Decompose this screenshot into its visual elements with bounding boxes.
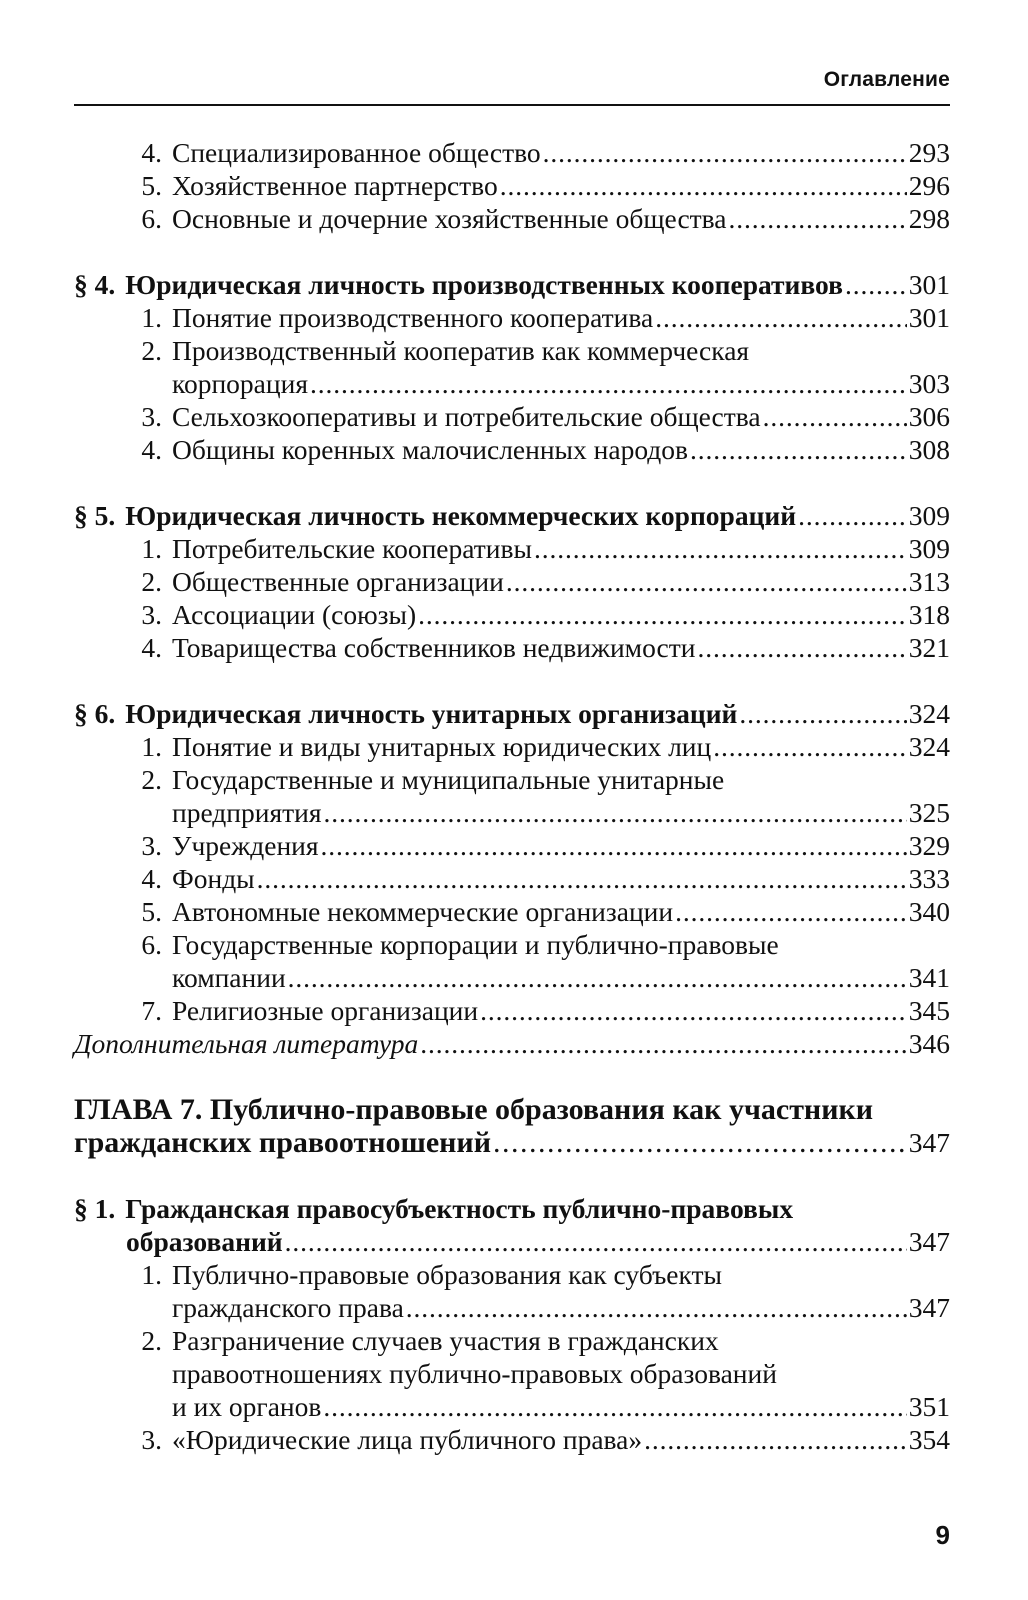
dot-leader bbox=[480, 994, 907, 1027]
entry-number: 2. bbox=[141, 764, 162, 795]
entry-title-line: предприятия bbox=[172, 797, 322, 828]
toc-literature[interactable] bbox=[74, 1027, 950, 1060]
toc-entry[interactable] bbox=[74, 400, 950, 433]
toc-entry[interactable] bbox=[74, 895, 950, 928]
entry-number: 2. bbox=[141, 335, 162, 366]
chapter-page: 347 bbox=[908, 1127, 950, 1158]
toc-entry-multiline[interactable] bbox=[74, 334, 950, 400]
entry-number: 5. bbox=[141, 170, 162, 201]
toc-section-6[interactable] bbox=[74, 697, 950, 730]
entry-number: 5. bbox=[141, 896, 162, 927]
dot-leader bbox=[675, 895, 907, 928]
toc-entry[interactable] bbox=[74, 202, 950, 235]
entry-title: Товарищества собственников недвижимости bbox=[172, 632, 696, 663]
entry-title-line: и их органов bbox=[172, 1391, 322, 1422]
entry-page: 340 bbox=[908, 896, 950, 927]
page-number: 9 bbox=[935, 1520, 950, 1550]
header-rule bbox=[74, 104, 950, 106]
section-number: § 4. bbox=[74, 269, 116, 300]
dot-leader bbox=[310, 367, 907, 400]
section-number: § 1. bbox=[74, 1193, 116, 1224]
dot-leader bbox=[321, 829, 907, 862]
toc-entry[interactable] bbox=[74, 730, 950, 763]
entry-page: 351 bbox=[908, 1391, 950, 1422]
entry-title: Религиозные организации bbox=[172, 995, 479, 1026]
toc-entry[interactable] bbox=[74, 631, 950, 664]
dot-leader bbox=[845, 268, 907, 301]
toc-entry[interactable] bbox=[74, 433, 950, 466]
entry-title-line: гражданского права bbox=[172, 1292, 404, 1323]
dot-leader bbox=[798, 499, 907, 532]
dot-leader bbox=[506, 565, 907, 598]
section-page: 309 bbox=[908, 500, 950, 531]
entry-title: Ассоциации (союзы) bbox=[172, 599, 417, 630]
entry-page: 303 bbox=[908, 368, 950, 399]
dot-leader bbox=[406, 1291, 907, 1324]
entry-title-line: правоотношениях публично-правовых образований bbox=[172, 1358, 777, 1389]
entry-title-line: Государственные и муниципальные унитарные bbox=[172, 764, 725, 795]
dot-leader bbox=[288, 961, 907, 994]
entry-title: Специализированное общество bbox=[172, 137, 541, 168]
section-page: 301 bbox=[908, 269, 950, 300]
entry-page: 301 bbox=[908, 302, 950, 333]
entry-number: 2. bbox=[141, 1325, 162, 1356]
toc-entry-multiline[interactable] bbox=[74, 1258, 950, 1324]
entry-number: 6. bbox=[141, 929, 162, 960]
entry-title: Потребительские кооперативы bbox=[172, 533, 532, 564]
dot-leader bbox=[655, 301, 907, 334]
entry-number: 7. bbox=[141, 995, 162, 1026]
dot-leader bbox=[729, 202, 907, 235]
toc-entry[interactable] bbox=[74, 862, 950, 895]
entry-page: 354 bbox=[908, 1424, 950, 1455]
entry-page: 309 bbox=[908, 533, 950, 564]
entry-title-line: Производственный кооператив как коммерческая bbox=[172, 335, 750, 366]
toc-section-5[interactable] bbox=[74, 499, 950, 532]
entry-number: 3. bbox=[141, 599, 162, 630]
dot-leader bbox=[257, 862, 907, 895]
entry-page: 345 bbox=[908, 995, 950, 1026]
entry-title: Фонды bbox=[172, 863, 255, 894]
toc-entry[interactable] bbox=[74, 1423, 950, 1456]
toc-chapter7-section-1[interactable] bbox=[74, 1192, 950, 1258]
section-number: § 6. bbox=[74, 698, 116, 729]
entry-number: 4. bbox=[141, 863, 162, 894]
dot-leader bbox=[500, 169, 907, 202]
entry-page: 306 bbox=[908, 401, 950, 432]
entry-page: 318 bbox=[908, 599, 950, 630]
entry-title: Общины коренных малочисленных народов bbox=[172, 434, 689, 465]
entry-number: 3. bbox=[141, 401, 162, 432]
literature-page: 346 bbox=[908, 1028, 950, 1059]
dot-leader bbox=[644, 1423, 907, 1456]
dot-leader bbox=[323, 1390, 906, 1423]
entry-title-line: Публично-правовые образования как субъекты bbox=[172, 1259, 722, 1290]
toc-entry-multiline[interactable] bbox=[74, 928, 950, 994]
entry-title-line: корпорация bbox=[172, 368, 308, 399]
entry-number: 4. bbox=[141, 434, 162, 465]
chapter-title-line: гражданских правоотношений bbox=[74, 1126, 491, 1159]
entry-title: Учреждения bbox=[172, 830, 319, 861]
section-title-line: Гражданская правосубъектность публично-правовых bbox=[125, 1193, 794, 1224]
entry-title: Автономные некоммерческие организации bbox=[172, 896, 674, 927]
section-title: Юридическая личность некоммерческих корпораций bbox=[125, 500, 797, 531]
dot-leader bbox=[418, 598, 907, 631]
section-page: 324 bbox=[908, 698, 950, 729]
dot-leader bbox=[763, 400, 907, 433]
entry-page: 341 bbox=[908, 962, 950, 993]
entry-number: 1. bbox=[141, 731, 162, 762]
entry-page: 347 bbox=[908, 1292, 950, 1323]
dot-leader bbox=[697, 631, 906, 664]
entry-number: 2. bbox=[141, 566, 162, 597]
entry-title: «Юридические лица публичного права» bbox=[172, 1424, 643, 1455]
entry-number: 6. bbox=[141, 203, 162, 234]
entry-page: 313 bbox=[908, 566, 950, 597]
chapter-title-line: ГЛАВА 7. Публично-правовые образования как участники bbox=[74, 1093, 874, 1126]
entry-number: 1. bbox=[141, 1259, 162, 1290]
running-head: Оглавление bbox=[823, 68, 950, 91]
entry-title: Основные и дочерние хозяйственные общества bbox=[172, 203, 727, 234]
entry-number: 4. bbox=[141, 137, 162, 168]
toc-entry[interactable] bbox=[74, 994, 950, 1027]
entry-number: 3. bbox=[141, 1424, 162, 1455]
dot-leader bbox=[543, 136, 907, 169]
toc-entry[interactable] bbox=[74, 829, 950, 862]
toc-entry[interactable] bbox=[74, 532, 950, 565]
section-page: 347 bbox=[908, 1226, 950, 1257]
dot-leader bbox=[534, 532, 907, 565]
dot-leader bbox=[690, 433, 907, 466]
table-of-contents bbox=[74, 136, 950, 1456]
entry-page: 308 bbox=[908, 434, 950, 465]
entry-number: 1. bbox=[141, 533, 162, 564]
dot-leader bbox=[285, 1225, 907, 1258]
dot-leader bbox=[739, 697, 906, 730]
entry-page: 296 bbox=[908, 170, 950, 201]
entry-title: Понятие и виды унитарных юридических лиц bbox=[172, 731, 712, 762]
entry-page: 324 bbox=[908, 731, 950, 762]
dot-leader bbox=[420, 1027, 907, 1060]
entry-number: 1. bbox=[141, 302, 162, 333]
toc-entry[interactable] bbox=[74, 565, 950, 598]
entry-title: Понятие производственного кооператива bbox=[172, 302, 654, 333]
section-title-line: образований bbox=[126, 1226, 283, 1257]
entry-title-line: компании bbox=[172, 962, 286, 993]
entry-title-line: Государственные корпорации и публично-правовые bbox=[172, 929, 779, 960]
section-title: Юридическая личность унитарных организаций bbox=[125, 698, 738, 729]
entry-page: 298 bbox=[908, 203, 950, 234]
dot-leader bbox=[324, 796, 907, 829]
entry-page: 325 bbox=[908, 797, 950, 828]
toc-entry[interactable] bbox=[74, 301, 950, 334]
dot-leader bbox=[713, 730, 907, 763]
entry-title-line: Разграничение случаев участия в гражданских bbox=[172, 1325, 719, 1356]
section-number: § 5. bbox=[74, 500, 116, 531]
section-title: Юридическая личность производственных кооперативов bbox=[125, 269, 843, 300]
toc-entry-multiline[interactable] bbox=[74, 763, 950, 829]
toc-entry[interactable] bbox=[74, 136, 950, 169]
entry-page: 329 bbox=[908, 830, 950, 861]
entry-page: 293 bbox=[908, 137, 950, 168]
entry-page: 321 bbox=[908, 632, 950, 663]
dot-leader bbox=[493, 1126, 907, 1159]
entry-number: 4. bbox=[141, 632, 162, 663]
literature-title: Дополнительная литература bbox=[74, 1028, 419, 1059]
toc-entry[interactable] bbox=[74, 169, 950, 202]
entry-title: Хозяйственное партнерство bbox=[172, 170, 498, 201]
toc-chapter-7[interactable] bbox=[74, 1093, 950, 1159]
toc-entry[interactable] bbox=[74, 598, 950, 631]
toc-entry-multiline[interactable] bbox=[74, 1324, 950, 1423]
toc-section-4[interactable] bbox=[74, 268, 950, 301]
entry-title: Сельхозкооперативы и потребительские общества bbox=[172, 401, 761, 432]
entry-title: Общественные организации bbox=[172, 566, 504, 597]
entry-page: 333 bbox=[908, 863, 950, 894]
entry-number: 3. bbox=[141, 830, 162, 861]
